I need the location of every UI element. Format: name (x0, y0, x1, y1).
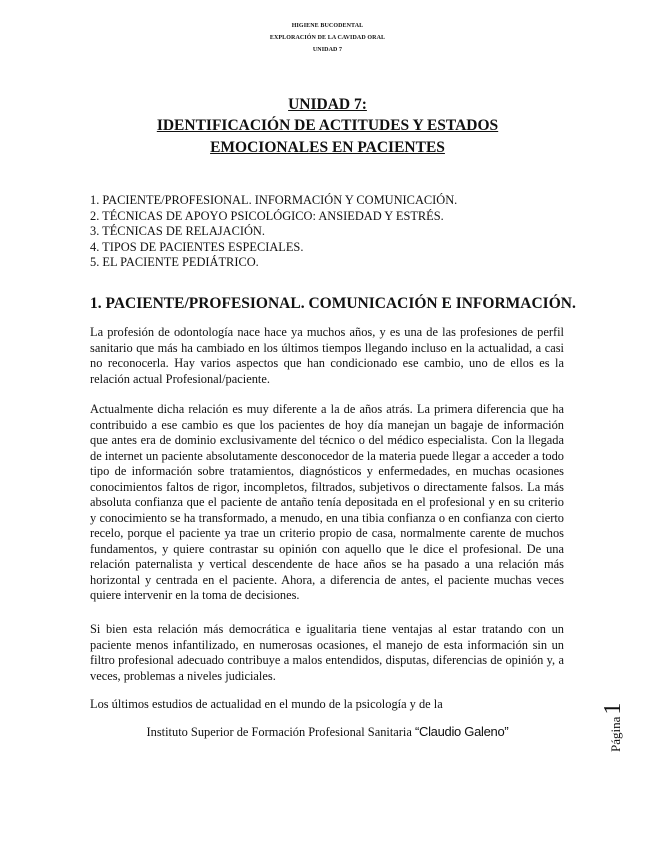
footer-institute: Instituto Superior de Formación Profesional Sanitaria (146, 725, 412, 739)
unit-title-line-3: EMOCIONALES EN PACIENTES (210, 139, 445, 156)
page-footer (0, 724, 655, 740)
page-label: Página (608, 716, 623, 752)
toc-item: 5. EL PACIENTE PEDIÁTRICO. (90, 255, 259, 269)
unit-title: UNIDAD 7: (288, 96, 367, 113)
unit-title-line-2: IDENTIFICACIÓN DE ACTITUDES Y ESTADOS (156, 117, 499, 134)
page-number-marker (600, 703, 627, 752)
section-heading: 1. PACIENTE/PROFESIONAL. COMUNICACIÓN E INFORMACIÓN. (90, 295, 576, 312)
footer-institute-name: “Claudio Galeno” (414, 724, 509, 739)
toc-item: 4. TIPOS DE PACIENTES ESPECIALES. (90, 239, 304, 254)
toc-item: 2. TÉCNICAS DE APOYO PSICOLÓGICO: ANSIEDAD Y ESTRÉS. (90, 208, 444, 223)
page-number: 1 (600, 702, 626, 715)
table-of-contents (90, 193, 457, 271)
toc-item: 1. PACIENTE/PROFESIONAL. INFORMACIÓN Y COMUNICACIÓN. (90, 193, 458, 207)
body-paragraph: Si bien esta relación más democrática e igualitaria tiene ventajas al estar tratando con un paciente menos infantilizado, en numerosas ocasiones, el manejo de esta información sin un filtro profesional adecuado contribuye a malos entendidos, disputas, diferencias de opinión y, a veces, problemas a niveles judiciales. (90, 622, 564, 683)
running-header-module: EXPLORACIÓN DE LA CAVIDAD ORAL (269, 35, 386, 41)
running-header-unit: UNIDAD 7 (312, 47, 343, 53)
body-paragraph: Los últimos estudios de actualidad en el mundo de la psicología y de la (90, 697, 443, 711)
toc-item: 3. TÉCNICAS DE RELAJACIÓN. (90, 224, 265, 238)
running-header-subject: HIGIENE BUCODENTAL (291, 23, 364, 29)
body-paragraph: Actualmente dicha relación es muy diferente a la de años atrás. La primera diferencia que ha contribuido a ese cambio es que los pacientes de hoy día manejan un bagaje de información que antes era de dominio exclusivamente del técnico o del médico especialista. Con la llegada de internet un paciente absolutamente desconocedor de la materia puede llegar a acceder a todo tipo de información sobre tratamientos, diagnósticos y enfermedades, en muchas ocasiones conocimientos faltos de rigor, incompletos, filtrados, subjetivos o directamente falsos. La más absoluta confianza que el paciente de antaño tenía depositada en el profesional y en su criterio y conocimiento se ha transformado, a menudo, en una tibia confianza o en confianza con cierto recelo, porque el paciente ya trae un criterio propio de casa, normalmente carente de muchos fundamentos, y quiere contrastar su opinión con aquello que le dice el profesional. De una relación paternalista y vertical descendente de hace años se ha pasado a una relación más horizontal y centrada en el paciente. Ahora, a diferencia de antes, el paciente muchas veces quiere intervenir en la toma de decisiones. (90, 402, 564, 602)
body-paragraph: La profesión de odontología nace hace ya muchos años, y es una de las profesiones de perfil sanitario que más ha cambiado en los últimos tiempos llegando incluso en la actualidad, a casi no reconocerla. Hay varios aspectos que han condicionado ese cambio, uno de ellos es la relación actual Profesional/paciente. (90, 325, 564, 386)
